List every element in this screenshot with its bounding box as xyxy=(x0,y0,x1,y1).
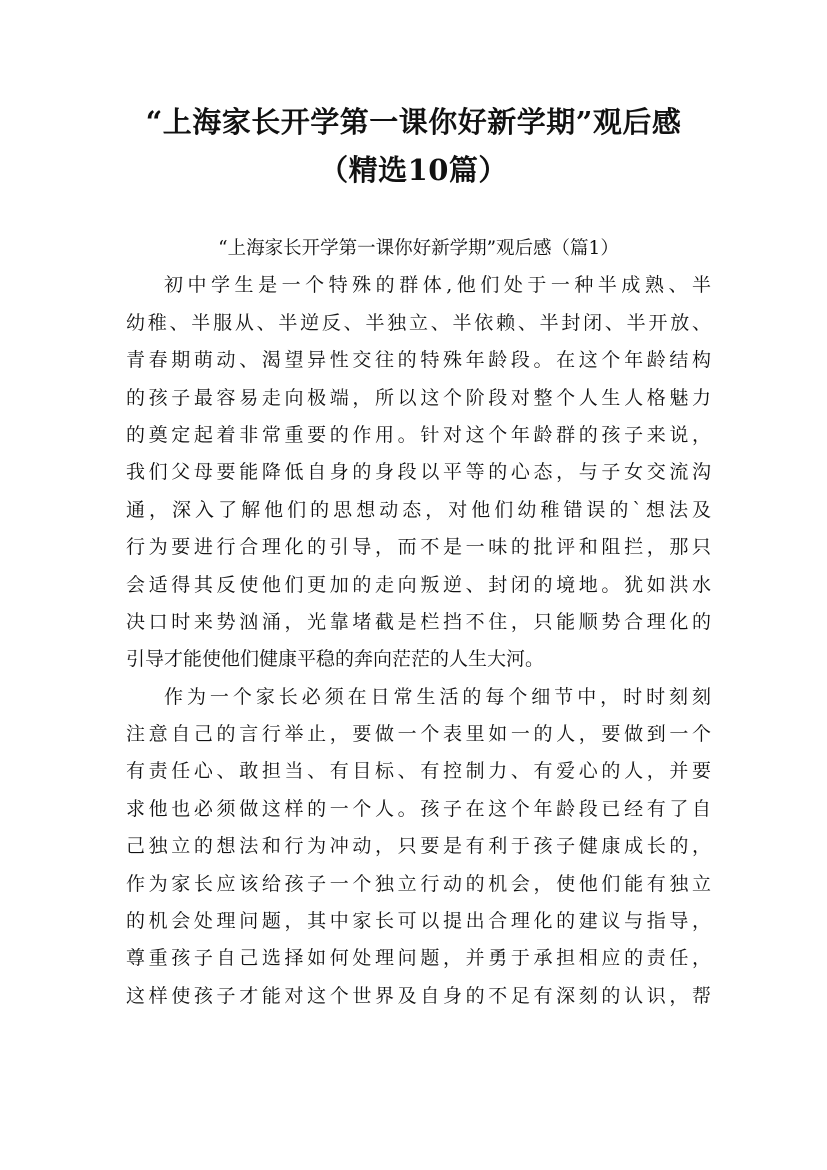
paragraph-line: 通，深入了解他们的思想动态，对他们幼稚错误的`想法及 xyxy=(126,498,711,521)
paragraph-line: 求他也必须做这样的一个人。孩子在这个年龄段已经有了自 xyxy=(126,797,711,820)
paragraph-2 xyxy=(126,679,711,1016)
paragraph-line: 尊重孩子自己选择如何处理问题，并勇于承担相应的责任， xyxy=(126,947,711,970)
paragraph-line: 己独立的想法和行为冲动，只要是有利于孩子健康成长的， xyxy=(126,835,711,858)
paragraph-line: 引导才能使他们健康平稳的奔向茫茫的人生大河。 xyxy=(126,648,545,671)
paragraph-line: 有责任心、敢担当、有目标、有控制力、有爱心的人，并要 xyxy=(126,760,711,783)
paragraph-line: 决口时来势汹涌，光靠堵截是栏挡不住，只能顺势合理化的 xyxy=(126,610,711,633)
title-line-1: “上海家长开学第一课你好新学期”观后感 xyxy=(145,105,682,139)
paragraph-line: 行为要进行合理化的引导，而不是一味的批评和阻拦，那只 xyxy=(126,536,711,559)
document-body xyxy=(126,230,711,1015)
paragraph-line: 注意自己的言行举止，要做一个表里如一的人，要做到一个 xyxy=(126,723,711,746)
title-line-2: （精选10篇） xyxy=(319,153,508,187)
paragraph-line: 的奠定起着非常重要的作用。针对这个年龄群的孩子来说， xyxy=(126,423,711,446)
paragraph-line: 的机会处理问题，其中家长可以提出合理化的建议与指导， xyxy=(126,910,711,933)
paragraph-line: 我们父母要能降低自身的身段以平等的心态，与子女交流沟 xyxy=(126,461,711,484)
paragraph-1 xyxy=(126,267,711,678)
paragraph-line: 初中学生是一个特殊的群体,他们处于一种半成熟、半 xyxy=(164,274,711,297)
paragraph-line: 作为家长应该给孩子一个独立行动的机会，使他们能有独立 xyxy=(126,872,711,895)
paragraph-line: 这样使孩子才能对这个世界及自身的不足有深刻的认识，帮 xyxy=(126,984,711,1007)
paragraph-line: 作为一个家长必须在日常生活的每个细节中，时时刻刻 xyxy=(164,685,711,708)
paragraph-line: 幼稚、半服从、半逆反、半独立、半依赖、半封闭、半开放、 xyxy=(126,311,711,334)
paragraph-line: 会适得其反使他们更加的走向叛逆、封闭的境地。犹如洪水 xyxy=(126,573,711,596)
paragraph-line: 的孩子最容易走向极端，所以这个阶段对整个人生人格魅力 xyxy=(126,386,711,409)
document-title xyxy=(60,98,767,194)
paragraph-line: 青春期萌动、渴望异性交往的特殊年龄段。在这个年龄结构 xyxy=(126,349,711,372)
section-heading: “上海家长开学第一课你好新学期”观后感（篇1） xyxy=(218,238,619,259)
